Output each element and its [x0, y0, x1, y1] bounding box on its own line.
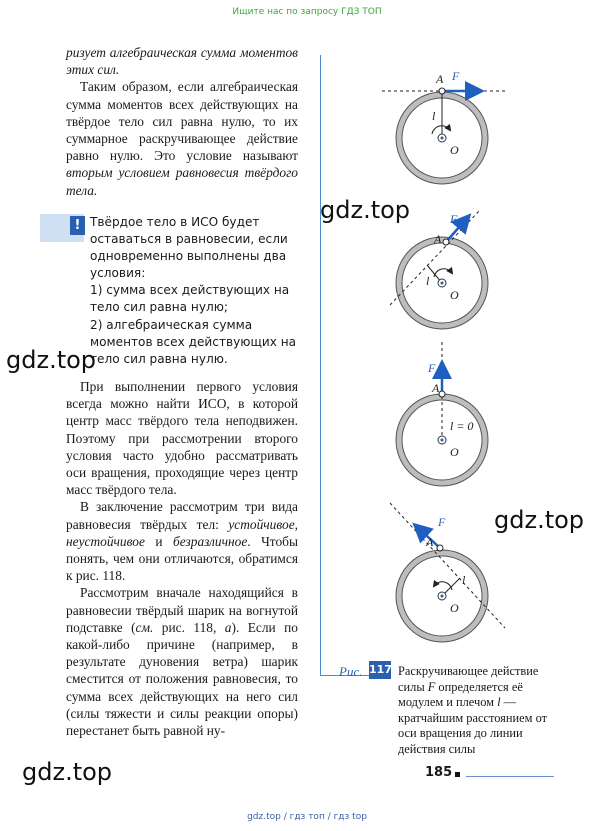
watermark-4: gdz.top: [22, 758, 113, 786]
label-A-1: A: [436, 72, 444, 86]
rule-text: [90, 214, 300, 368]
caption-text: Раскручивающее действие силы F определяется её модулем и плечом l — кратчайшим расстоянием от оси вращения до линии действия силы: [398, 664, 548, 756]
page-number: 185: [425, 765, 453, 780]
rule-condition-1: 1) сумма всех действующих на тело сил равна нулю;: [90, 283, 290, 315]
caption-label: Рис.: [339, 664, 363, 679]
watermark-3: gdz.top: [494, 506, 585, 534]
wheel-3: [396, 342, 488, 486]
term-second-condition: вторым условием равновесия твёрдого тела.: [66, 165, 298, 198]
label-A-3: A: [432, 381, 440, 395]
label-l-2: l: [426, 274, 430, 288]
label-l-4: l: [462, 573, 466, 587]
label-F-1: F: [452, 69, 460, 83]
label-O-3: O: [450, 445, 459, 459]
rule-condition-2: 2) алгебраическая сумма моментов всех действующих на тело сил равна нулю.: [90, 317, 297, 366]
exclamation-icon: !: [70, 216, 85, 235]
label-F-3: F: [428, 361, 436, 375]
watermark-2: gdz.top: [6, 346, 97, 374]
label-F-4: F: [438, 515, 446, 529]
figure-frame-line: [320, 55, 321, 675]
header-search-link[interactable]: Ищите нас по запросу ГДЗ ТОП: [232, 7, 382, 17]
footer-link[interactable]: gdz.top / гдз топ / гдз top: [247, 812, 367, 822]
paragraph-first-condition: При выполнении первого условия всегда можно найти ИСО, в которой центр масс твёрдого тела неподвижен. Поэтому при рассмотрении второго условия часто удобно рассматривать оси вращения, проходящие через центр масс твёрдого тела.: [66, 379, 298, 498]
wheel-1: [380, 69, 508, 184]
label-F-2: F: [450, 212, 458, 226]
caption-number: 117: [369, 661, 391, 679]
figure-117: [380, 60, 570, 660]
rule-intro: Твёрдое тело в ИСО будет оставаться в равновесии, если одновременно выполнены два условия:: [90, 215, 288, 281]
paragraph-intro: ризует алгебраическая сумма моментов этих сил.: [66, 45, 298, 78]
paragraph-ball: Рассмотрим вначале находящийся в равновесии твёрдый шарик на вогнутой подставке (см. рис. 118, а). Если по какой-либо причине (например, в результате дуновения ветра) шарик сместится от положения равновесия, то сумма всех действующих на него сил (силы тяжести и силы реакции опоры) перестанет быть равной ну-: [66, 585, 298, 739]
label-l-1: l: [432, 109, 436, 123]
label-A-2: A: [434, 232, 442, 246]
label-O-4: O: [450, 601, 459, 615]
label-l-zero: l = 0: [450, 419, 474, 433]
watermark-1: gdz.top: [320, 196, 411, 224]
main-text-top: [66, 44, 298, 199]
label-A-4: A: [426, 535, 434, 549]
label-O-1: O: [450, 143, 459, 157]
wheel-2: [390, 210, 488, 329]
wheel-4: [390, 503, 505, 642]
label-O-2: O: [450, 288, 459, 302]
paragraph-three-kinds: В заключение рассмотрим три вида равновесия твёрдых тел: устойчивое, неустойчивое и безразличное. Чтобы понять, чем они отличаются, обратимся к рис. 118.: [66, 499, 298, 584]
paragraph-moments: Таким образом, если алгебраическая сумма моментов всех действующих на твёрдое тело сил равна нулю, то их суммарное раскручивающее действие равно нулю. Это условие называют вторым условием равновесия твёрдого тела.: [66, 79, 298, 198]
main-text-bottom: [66, 378, 298, 739]
page-rule: [466, 776, 554, 777]
page-marker: [455, 772, 460, 777]
